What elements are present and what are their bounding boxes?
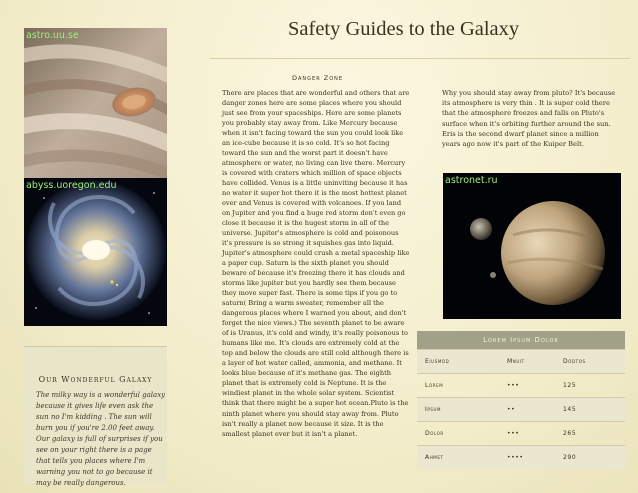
planet-illustration — [443, 173, 621, 319]
table-row — [417, 373, 625, 397]
table-cell: 145 — [563, 406, 577, 413]
table-cell: ••• — [507, 430, 520, 437]
image-credit-astro: astro.uu.se — [26, 30, 79, 41]
danger-zone-heading: Danger Zone — [292, 74, 344, 82]
left-column — [24, 28, 167, 487]
danger-zone-text: There are places that are wonderful and others that are danger zones here are some places where you should just see from your spaceships. Here are some planets you probably stay away from. Like Mercury because when it isn't facing toward the sun you could look like an ice-cube because it is so cold. It's so hot facing toward the sun and the worst part it doesn't have atmosphere or water, no living can live there. Mercury is covered with craters which million of space objects have collided. Venus is a little uninviting because it has no water it super hot there it is the most hottest planet ever and Venus is covered with volcanoes. If you land on Jupiter and you find a huge red storm don't even go close it because it is the hugest storm in all of the universe. Jupiter's atmosphere is cold and poisonous it's pressure is so strong it squishes gas into liquid. Jupiter's atmosphere could crush a metal spaceship like a paper cup. Saturn is the sixth planet you should beware of because it's freezing there it has clouds and storms like jupiter but you hardly see them because they move super fast. There is some tips if you go to saturn( Bring a warm sweater, remember all the dangerous places where I warned you about, and don't forget the nice views.) The seventh planet to be aware of is Uranus, it's cold and windy, it's really poisonous to humans like me. It's clouds are extremely cold at the top and below the clouds are still cold although there is a layer of hot water called, ammonia, and methane. It looks blue because of it's methane gas. The eighth planet that is extremely cold is Neptune. It is the windiest planet in the whole solar system. Scientist think that there might be a super hot ocean.Pluto is the ninth planet where you should stay away from. Pluto isn't really a planet now because it size. It is the smallest planet ever but it isn't a planet. — [222, 89, 410, 438]
image-credit-abyss: abyss.uoregon.edu — [26, 180, 117, 191]
planet-image — [443, 173, 621, 319]
galaxy-box-title: Our Wonderful Galaxy — [38, 375, 153, 384]
galaxy-info-box — [24, 346, 167, 487]
image-credit-astronet: astronet.ru — [445, 175, 498, 186]
data-table — [417, 331, 625, 470]
table-cell: 290 — [563, 454, 577, 461]
table-cell: Ipsum — [425, 406, 442, 413]
table-row — [417, 397, 625, 421]
galaxy-image — [24, 178, 167, 326]
table-cell: •••• — [507, 454, 524, 461]
table-cell: Ahmet — [425, 454, 444, 461]
galaxy-illustration — [24, 178, 167, 326]
page-title: Safety Guides to the Galaxy — [288, 18, 520, 40]
table-cell: Mnuit — [507, 358, 525, 365]
table-row — [417, 349, 625, 373]
table-cell: 265 — [563, 430, 577, 437]
table-cell: 125 — [563, 382, 577, 389]
jupiter-illustration — [24, 28, 167, 178]
table-title: Lorem Ipsum Dolor — [417, 331, 625, 349]
pluto-text: Why you should stay away from pluto? It's because its atmosphere is very thin . It is super cold there that the atmosphere freezes and falls on Pluto's surface when it's orbiting further around the sun. Eris is the second dwarf planet since a million years ago now it's part of the Kuiper Belt. — [442, 89, 616, 149]
table-cell: Dodtos — [563, 358, 586, 365]
jupiter-image — [24, 28, 167, 178]
table-cell: ••• — [507, 382, 520, 389]
table-cell: Eiusmod — [425, 358, 450, 365]
table-cell: Lorem — [425, 382, 444, 389]
galaxy-box-text: The milky way is a wonderful galaxy because it gives life even ask the sun no I'm kidding . The sun will burn you if you're 2.00 feet away. Our galaxy is full of surprises if you see on your right there is a page that tells you places where I'm warning you not to go because it may be really dangerous. — [36, 391, 166, 487]
table-row — [417, 421, 625, 445]
title-divider — [210, 58, 630, 59]
table-cell: Dolor — [425, 430, 444, 437]
table-row — [417, 445, 625, 469]
table-cell: •• — [507, 406, 516, 413]
